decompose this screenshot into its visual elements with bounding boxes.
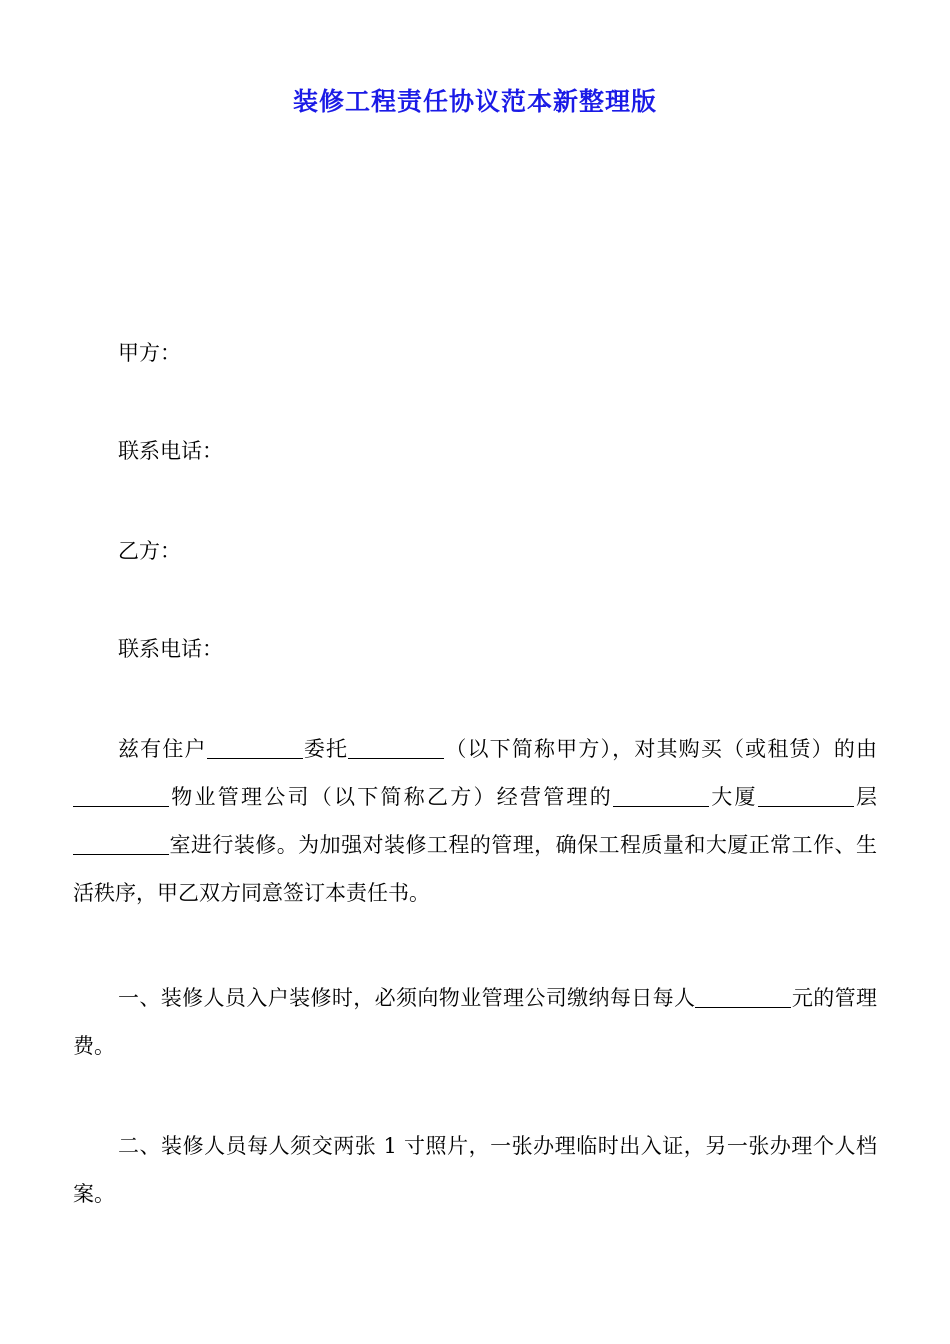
- contractor-name-blank[interactable]: [348, 737, 444, 759]
- party-b-label: 乙方：: [118, 539, 181, 563]
- intro-text-6: 层: [853, 785, 877, 809]
- clause-1-text-1: 一、装修人员入户装修时，必须向物业管理公司缴纳每日每人: [118, 986, 696, 1010]
- document-title: 装修工程责任协议范本新整理版: [292, 87, 657, 116]
- intro-text-1: 兹有住户: [118, 737, 207, 761]
- intro-text-3: （以下简称甲方），对其购买（或租赁）的由: [444, 737, 878, 761]
- intro-text-7: 室进行装修。为加强对装修工程的管理，确保工程质量和大厦正常工作、生活秩序，甲乙双方同意签订本责任书。: [73, 833, 877, 905]
- clause-1-paragraph: [73, 974, 877, 1070]
- clause-2-paragraph: 二、装修人员每人须交两张 1 寸照片，一张办理临时出入证，另一张办理个人档案。: [73, 1134, 877, 1206]
- floor-blank[interactable]: [758, 785, 854, 807]
- room-blank[interactable]: [73, 833, 169, 855]
- clause-1-text-2: 元的管理费。: [73, 986, 878, 1058]
- party-a-label: 甲方：: [118, 341, 181, 365]
- daily-fee-blank[interactable]: [695, 986, 791, 1008]
- party-a-phone-label: 联系电话：: [118, 439, 223, 463]
- property-company-blank[interactable]: [73, 785, 169, 807]
- intro-text-4: 物业管理公司（以下简称乙方）经营管理的: [169, 785, 613, 809]
- intro-text-5: 大厦: [709, 785, 758, 809]
- building-name-blank[interactable]: [613, 785, 709, 807]
- resident-name-blank[interactable]: [207, 737, 303, 759]
- intro-paragraph: [73, 725, 877, 917]
- party-b-phone-label: 联系电话：: [118, 637, 223, 661]
- intro-text-2: 委托: [302, 737, 349, 761]
